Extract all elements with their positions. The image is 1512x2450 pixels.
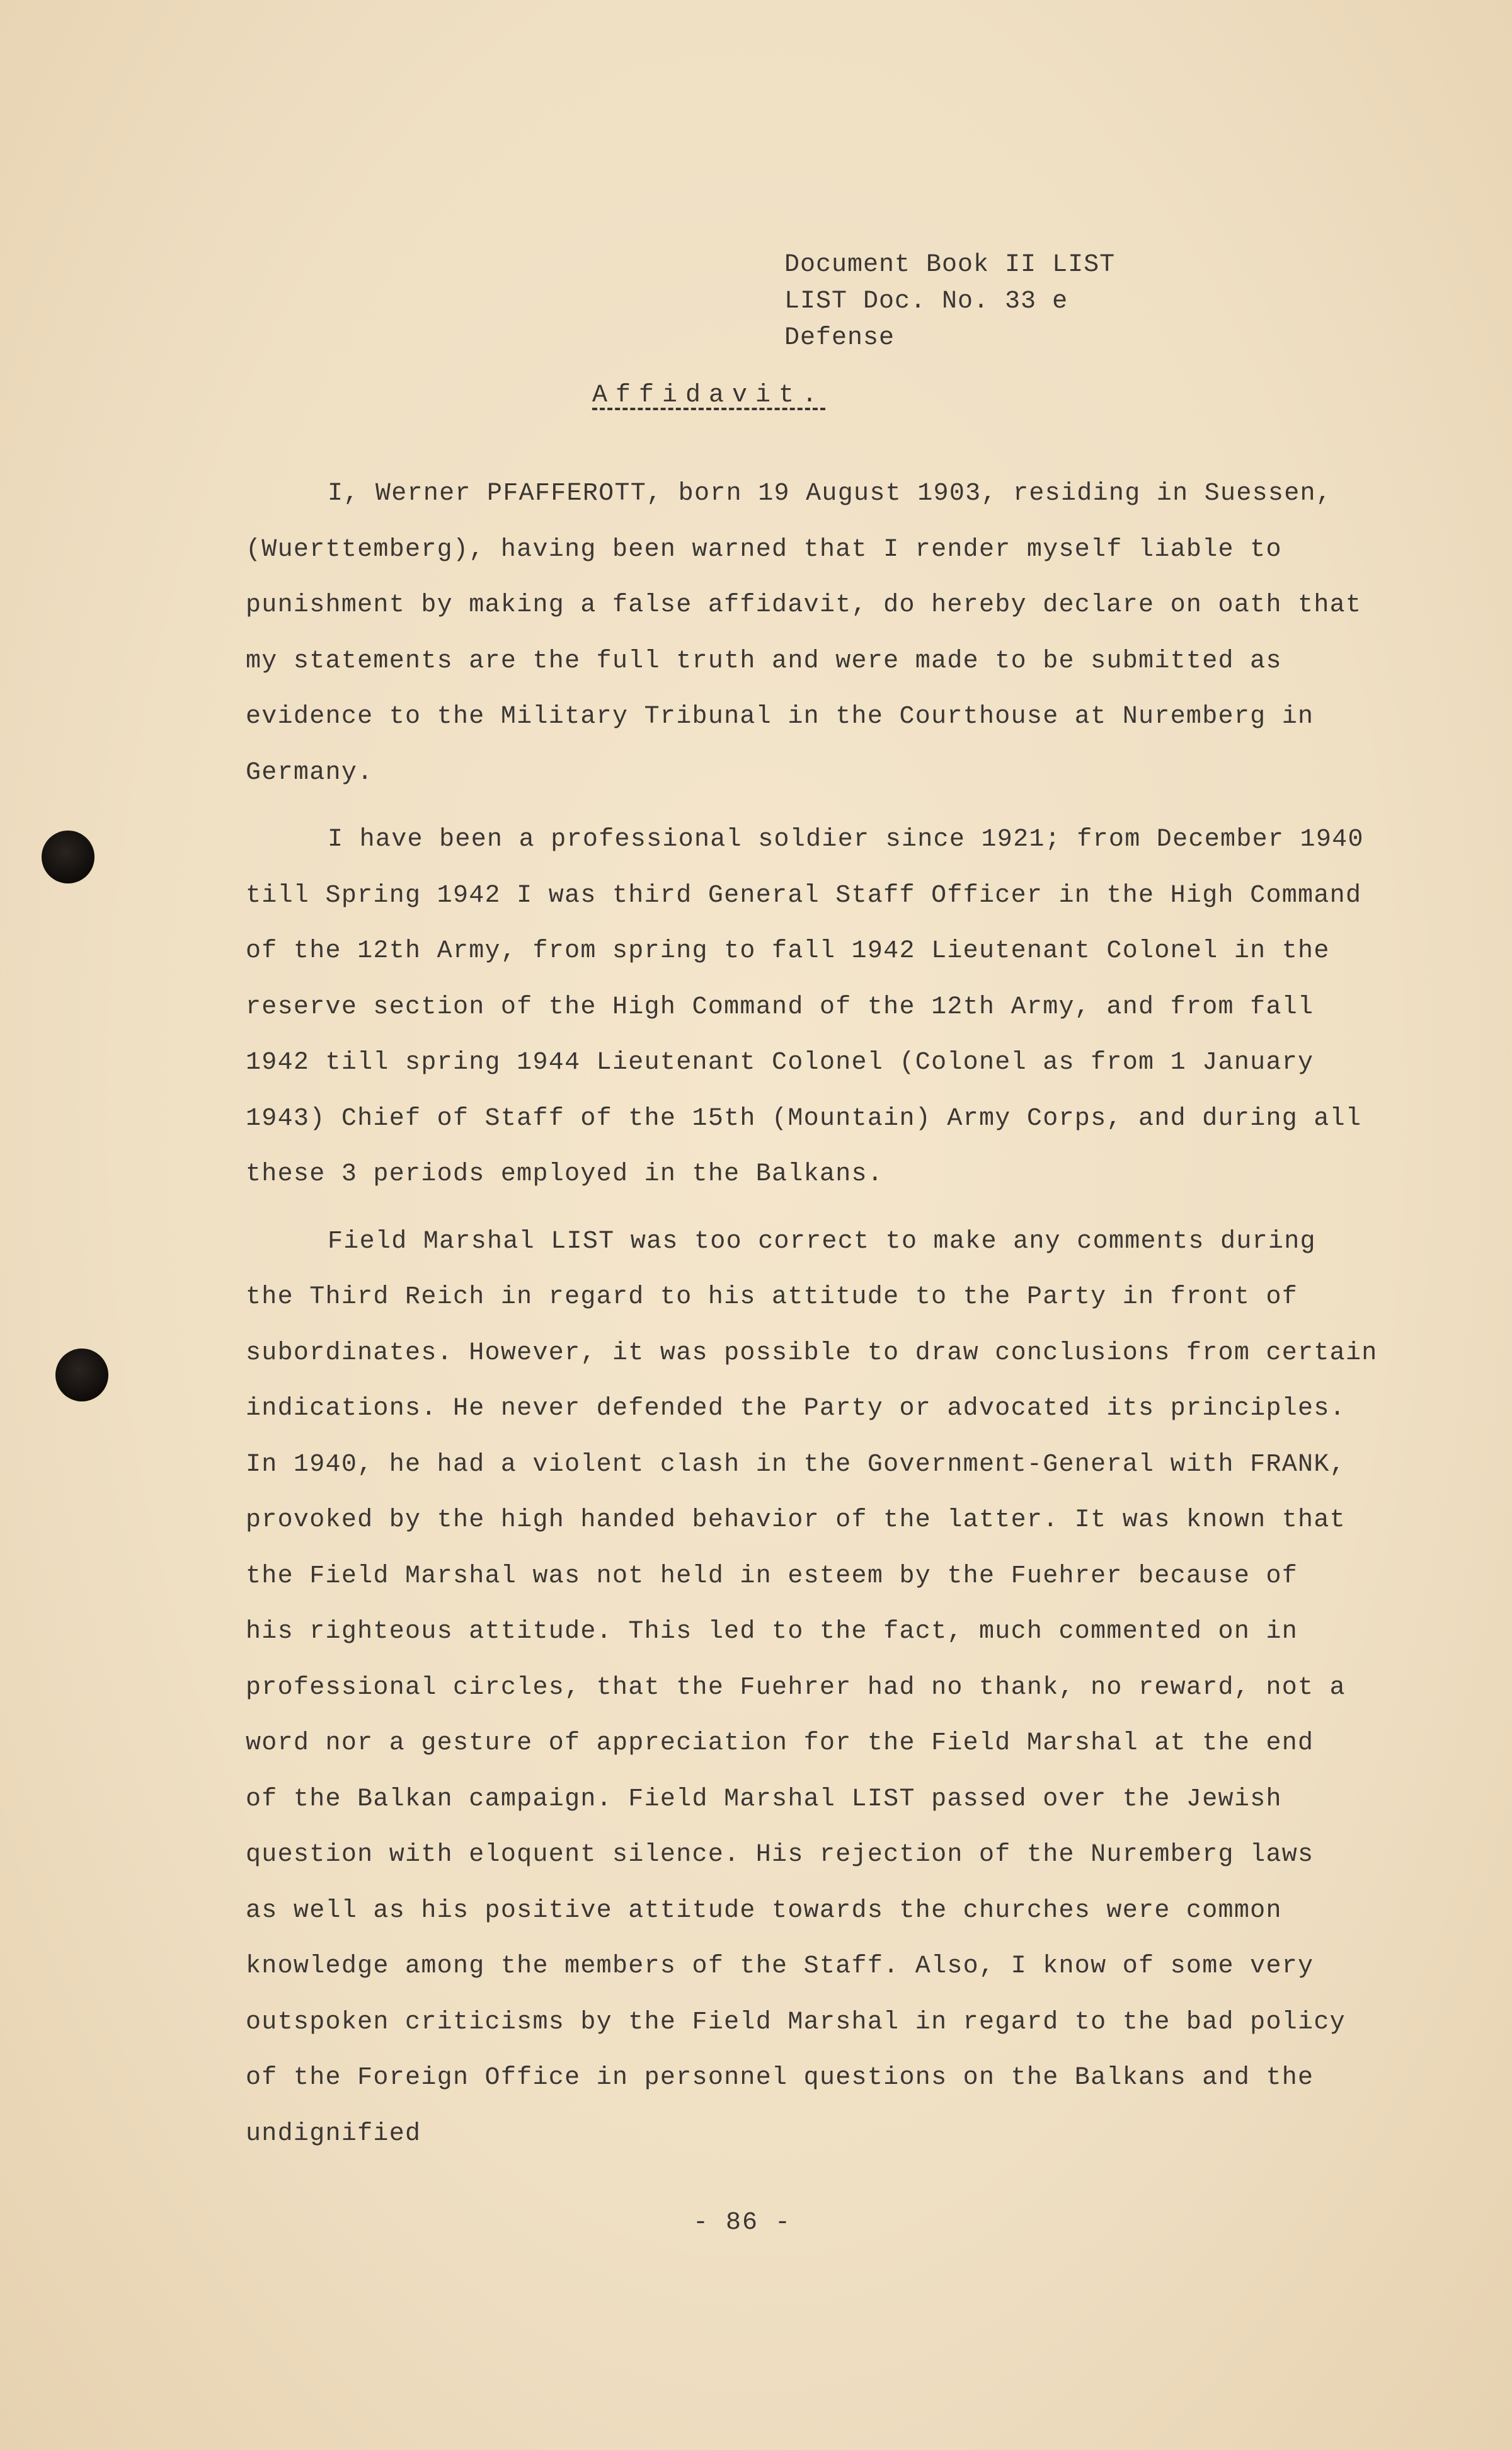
affidavit-body: [246, 466, 1378, 2162]
text-line: of the Balkan campaign. Field Marshal LIST passed over the Jewish: [246, 1785, 1282, 1814]
text-line: reserve section of the High Command of the 12th Army, and from fall: [246, 992, 1314, 1021]
paragraph-3: [246, 1214, 1378, 2163]
header-line-3: Defense: [784, 324, 895, 352]
text-line: indications. He never defended the Party or advocated its principles.: [246, 1395, 1346, 1423]
text-line: evidence to the Military Tribunal in the Courthouse at Nuremberg in: [246, 703, 1314, 731]
text-line: the Field Marshal was not held in esteem by the Fuehrer because of: [246, 1561, 1298, 1590]
punch-hole-top: [42, 831, 94, 883]
text-line: subordinates. However, it was possible to draw conclusions from certain: [246, 1338, 1378, 1367]
text-line: his righteous attitude. This led to the fact, much commented on in: [246, 1618, 1298, 1646]
text-line: word nor a gesture of appreciation for the Field Marshal at the end: [246, 1729, 1314, 1757]
page-number: - 86 -: [693, 2209, 792, 2237]
paragraph-1: [246, 466, 1373, 801]
text-line: the Third Reich in regard to his attitude to the Party in front of: [246, 1283, 1298, 1311]
document-reference-header: [784, 247, 1115, 357]
text-line: provoked by the high handed behavior of the latter. It was known that: [246, 1506, 1346, 1534]
text-line: (Wuerttemberg), having been warned that I render myself liable to: [246, 535, 1282, 564]
text-line: knowledge among the members of the Staff. Also, I know of some very: [246, 1952, 1314, 1981]
punch-hole-bottom: [55, 1349, 108, 1401]
text-line: of the 12th Army, from spring to fall 1942 Lieutenant Colonel in the: [246, 937, 1330, 965]
document-title: Affidavit.: [592, 381, 826, 410]
text-line: question with eloquent silence. His rejection of the Nuremberg laws: [246, 1841, 1314, 1869]
text-line: undignified: [246, 2119, 421, 2148]
text-line: I, Werner PFAFFEROTT, born 19 August 1903, residing in Suessen,: [328, 480, 1332, 508]
text-line: Germany.: [246, 758, 374, 787]
text-line: these 3 periods employed in the Balkans.: [246, 1160, 884, 1188]
text-line: as well as his positive attitude towards the churches were common: [246, 1896, 1282, 1925]
text-line: In 1940, he had a violent clash in the Government-General with FRANK,: [246, 1450, 1346, 1479]
text-line: I have been a professional soldier since 1921; from December 1940: [328, 825, 1364, 854]
text-line: of the Foreign Office in personnel questions on the Balkans and the: [246, 2064, 1314, 2092]
header-line-1: Document Book II LIST: [784, 251, 1116, 279]
text-line: punishment by making a false affidavit, do hereby declare on oath that: [246, 591, 1362, 619]
header-line-2: LIST Doc. No. 33 e: [784, 287, 1068, 316]
text-line: till Spring 1942 I was third General Staff Officer in the High Command: [246, 881, 1362, 910]
text-line: 1943) Chief of Staff of the 15th (Mountain) Army Corps, and during all: [246, 1104, 1362, 1133]
text-line: 1942 till spring 1944 Lieutenant Colonel (Colonel as from 1 January: [246, 1049, 1314, 1077]
text-line: outspoken criticisms by the Field Marshal in regard to the bad policy: [246, 2008, 1346, 2037]
text-line: Field Marshal LIST was too correct to make any comments during: [328, 1227, 1316, 1256]
text-line: my statements are the full truth and were made to be submitted as: [246, 647, 1282, 676]
paragraph-2: [246, 812, 1373, 1203]
text-line: professional circles, that the Fuehrer had no thank, no reward, not a: [246, 1673, 1346, 1702]
